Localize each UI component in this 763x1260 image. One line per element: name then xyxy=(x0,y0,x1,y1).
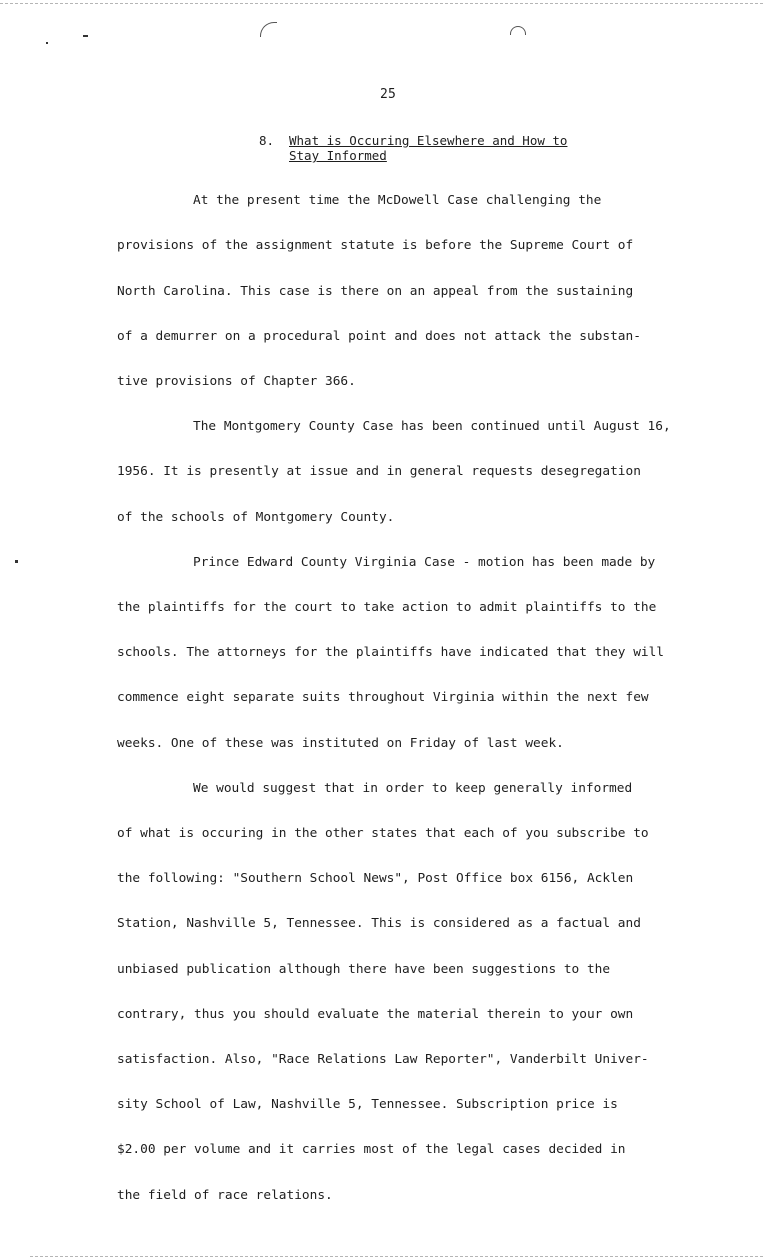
body-line: contrary, thus you should evaluate the material therein to your own xyxy=(117,1007,634,1022)
body-line: the plaintiffs for the court to take action to admit plaintiffs to the xyxy=(117,600,657,615)
body-line: We would suggest that in order to keep generally informed xyxy=(193,781,633,796)
body-line: tive provisions of Chapter 366. xyxy=(117,374,356,389)
page-number: 25 xyxy=(380,87,397,102)
scan-speck xyxy=(46,42,48,44)
body-line: Prince Edward County Virginia Case - motion has been made by xyxy=(193,555,656,570)
scan-speck xyxy=(15,560,18,563)
body-line: sity School of Law, Nashville 5, Tennessee. Subscription price is xyxy=(117,1097,618,1112)
top-scan-border xyxy=(0,3,763,4)
body-line: $2.00 per volume and it carries most of the legal cases decided in xyxy=(117,1142,626,1157)
body-line: At the present time the McDowell Case challenging the xyxy=(193,193,602,208)
body-line: provisions of the assignment statute is before the Supreme Court of xyxy=(117,238,634,253)
body-line: unbiased publication although there have been suggestions to the xyxy=(117,962,611,977)
body-line: The Montgomery County Case has been continued until August 16, xyxy=(193,419,671,434)
section-title: What is Occuring Elsewhere and How to Stay Informed xyxy=(289,133,568,163)
section-number: 8. xyxy=(259,133,275,148)
body-line: schools. The attorneys for the plaintiffs have indicated that they will xyxy=(117,645,665,660)
body-line: Station, Nashville 5, Tennessee. This is considered as a factual and xyxy=(117,916,641,931)
binder-hole-mark xyxy=(260,22,277,37)
scan-speck xyxy=(83,35,88,37)
body-line: the field of race relations. xyxy=(117,1188,333,1203)
body-line: North Carolina. This case is there on an appeal from the sustaining xyxy=(117,284,634,299)
body-line: 1956. It is presently at issue and in general requests desegregation xyxy=(117,464,641,479)
body-line: satisfaction. Also, "Race Relations Law Reporter", Vanderbilt Univer- xyxy=(117,1052,649,1067)
body-line: the following: "Southern School News", Post Office box 6156, Acklen xyxy=(117,871,634,886)
body-line: of a demurrer on a procedural point and does not attack the substan- xyxy=(117,329,641,344)
body-line: of the schools of Montgomery County. xyxy=(117,510,395,525)
body-line: commence eight separate suits throughout Virginia within the next few xyxy=(117,690,649,705)
body-line: weeks. One of these was instituted on Friday of last week. xyxy=(117,736,564,751)
body-line: of what is occuring in the other states that each of you subscribe to xyxy=(117,826,649,841)
binder-hole-mark xyxy=(510,26,526,35)
bottom-scan-border xyxy=(30,1256,763,1257)
